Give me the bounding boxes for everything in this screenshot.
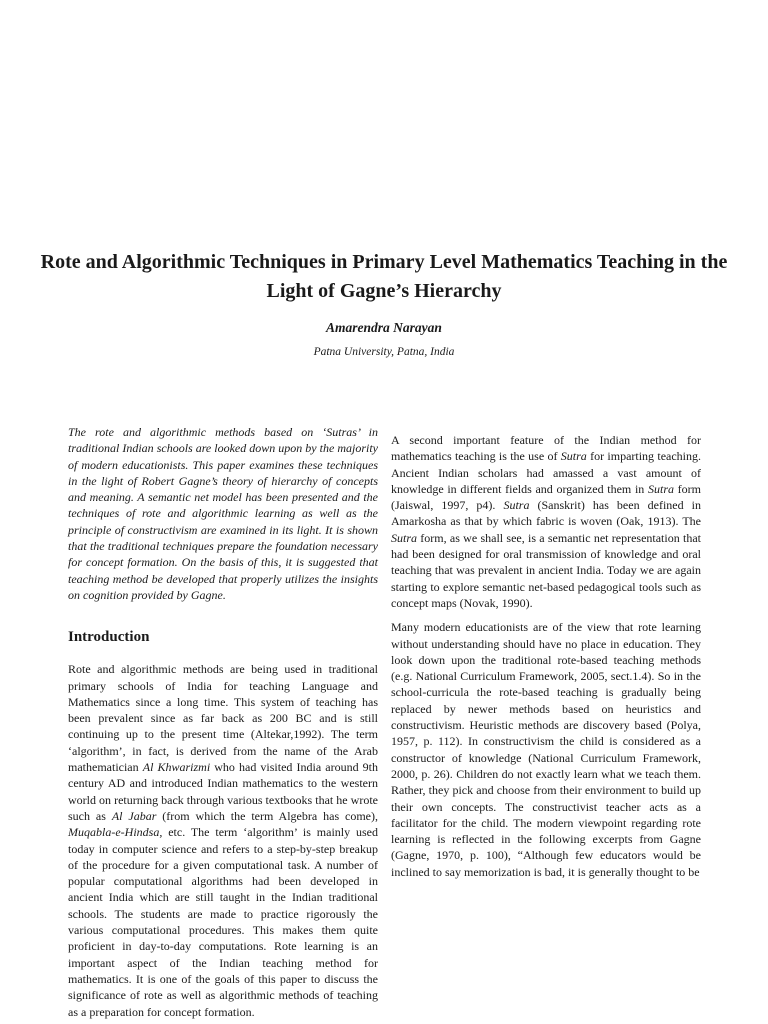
italic-term: Al Khwarizmi <box>142 760 211 775</box>
abstract: The rote and algorithmic methods based on ‘Sutras’ in traditional Indian schools are looked down upon by the majority of modern educationists. This paper examines these techniques in the light of Robert Gagne’s theory of hierarchy of concepts and meaning. A semantic net model has been presented and the techniques of rote and algorithmic learning as well as the principle of constructivism are examined in its light. It is shown that the traditional techniques prepare the foundation necessary for concept formation. On the basis of this, it is suggested that teaching method be developed that properly utilizes the insights on cognition provided by Gagne. <box>68 425 378 602</box>
italic-term: Sutra <box>560 449 587 464</box>
italic-term: Sutra <box>503 498 530 513</box>
right-column <box>391 424 701 880</box>
author-name: Amarendra Narayan <box>326 320 442 335</box>
italic-term: Sutra <box>647 481 674 496</box>
author-affiliation: Patna University, Patna, India <box>313 346 455 358</box>
intro-paragraph-3: Many modern educationists are of the view that rote learning without understanding should have no place in education. They look down upon the traditional rote-based teaching methods (e.g. National Curriculum Framework, 2005, sect.1.4). So in the school-curricula the rote-based teaching is gradually being replaced by newer methods based on heuristics and constructivism. Heuristic methods are discovery based (Polya, 1957, p. 112). In constructivism the child is considered as a constructor of knowledge (National Curriculum Framework, 2000, p. 26). Children do not exactly learn what we teach them. Rather, they pick and choose from their environment to build up their own concepts. The constructivist teacher acts as a facilitator for the child. The modern viewpoint regarding rote learning is reflected in the following excerpts from Gagne (Gagne, 1970, p. 100), “Although few educators would be inclined to say memorization is bad, it is generally thought to be <box>391 620 701 879</box>
left-column <box>68 424 378 1020</box>
paper-title: Rote and Algorithmic Techniques in Primary Level Mathematics Teaching in the Light of Gagne’s Hierarchy <box>40 251 728 302</box>
italic-term: Muqabla-e-Hindsa, <box>68 825 163 840</box>
italic-term: Sutra <box>391 530 418 545</box>
intro-paragraph-1: Rote and algorithmic methods are being used in traditional primary schools of India for teaching Language and Mathematics since a long time. This system of teaching has been prevalent since as far back as 200 BC and is still continuing up to the present time (Altekar,1992). The term ‘algorithm’, in fact, is derived from the name of the Arab mathematician Al Khwarizmi who had visited India around 9th century AD and introduced Indian mathematics to the western world on returning back through various textbooks that he wrote such as Al Jabar (from which the term Algebra has come), Muqabla-e-Hindsa, etc. The term ‘algorithm’ is mainly used today in computer science and refers to a step-by-step breakup of the procedure for a given computational task. A number of popular computational algorithms had been developed in ancient India which are still taught in the Indian traditional schools. The students are made to practice rigorously the various computational procedures. This makes them quite proficient in day-to-day computations. Rote learning is an important aspect of the Indian teaching method for mathematics. It is one of the goals of this paper to discuss the significance of rote as well as algorithmic methods of teaching as a preparation for concept formation. <box>68 662 378 1019</box>
italic-term: Al Jabar <box>111 808 157 823</box>
intro-paragraph-2: A second important feature of the Indian method for mathematics teaching is the use of Sutra for imparting teaching. Ancient Indian scholars had amassed a vast amount of knowledge in different fields and organized them in Sutra form (Jaiswal, 1997, p4). Sutra (Sanskrit) has been defined in Amarkosha as that by which fabric is woven (Oak, 1913). The Sutra form, as we shall see, is a semantic net representation that had been designed for oral transmission of knowledge and oral teaching that was prevalent in ancient India. Today we are again starting to explore semantic net-based pedagogical tools such as concept maps (Novak, 1990). <box>391 433 702 610</box>
section-heading-introduction: Introduction <box>68 629 150 646</box>
